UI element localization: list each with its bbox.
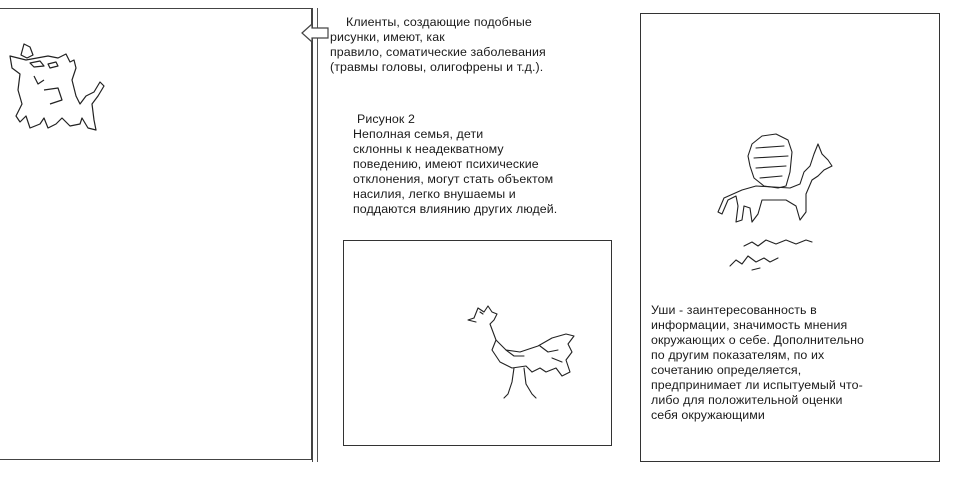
figure-caption: Рисунок 2: [357, 112, 415, 126]
right-note: Уши - заинтересованность в информации, значимость мнения окружающих о себе. Дополнительно по другим показателям, по их сочетанию определяется, предпринимает ли испытуемый что- либо для положительной оценки себя окружающими: [651, 303, 865, 422]
top-note-rest: рисунки, имеют, как правило, соматические заболевания (травмы головы, олигофрены и т.д.).: [330, 30, 546, 74]
middle-note: Неполная семья, дети склонны к неадекватному поведению, имеют психические отклонения, могут стать объектом насилия, легко внушаемы и поддаются влиянию других людей.: [353, 127, 558, 216]
top-note-first-line: Клиенты, создающие подобные: [346, 15, 532, 29]
